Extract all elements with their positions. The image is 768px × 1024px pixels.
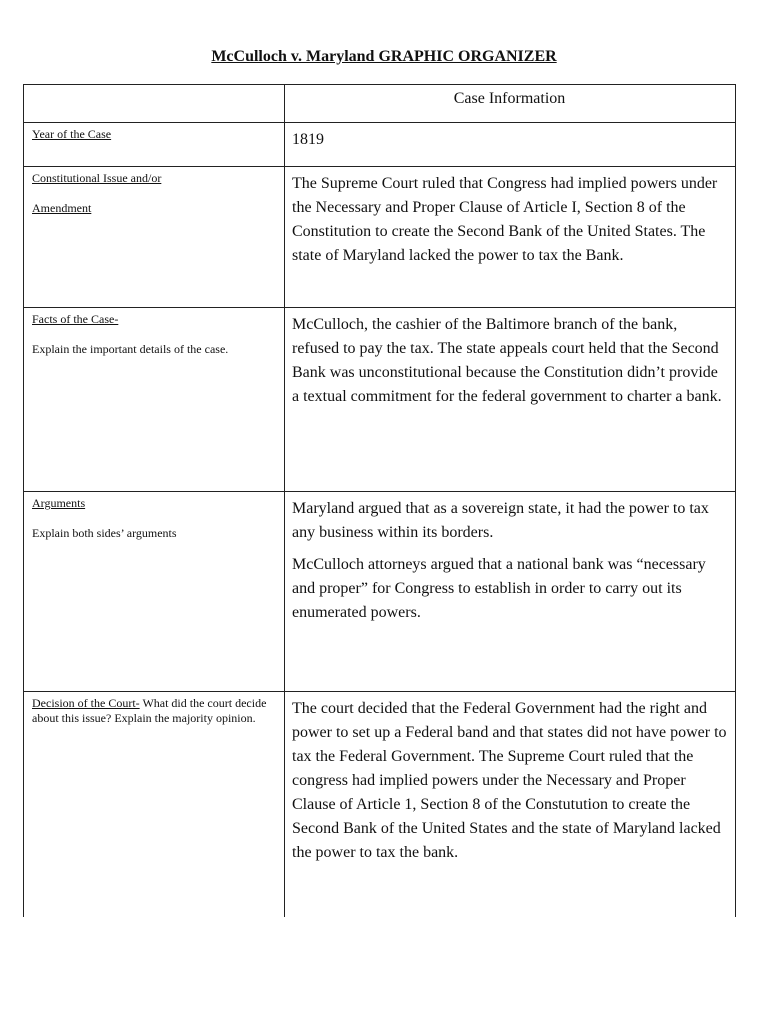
decision-label: Decision of the Court- — [32, 696, 140, 710]
arguments-prompt: Explain both sides’ arguments — [32, 526, 177, 540]
table-row-year — [24, 123, 736, 167]
graphic-organizer-table — [23, 84, 736, 917]
arguments-value-maryland: Maryland argued that as a sovereign state, it had the power to tax any business within its borders. — [292, 500, 709, 541]
decision-value: The court decided that the Federal Government had the right and power to set up a Federal band and that states did not have power to tax the Federal Government. The Supreme Court ruled that the congress had implied powers under the Necessary and Proper Clause of Article 1, Section 8 of the Constutution to create the Second Bank of the United States and the state of Maryland lacked the power to tax the bank. — [292, 700, 727, 861]
table-row-issue — [24, 167, 736, 308]
table-row-decision — [24, 692, 736, 918]
header-right-cell: Case Information — [285, 85, 736, 123]
decision-prompt: What did the court decide about this issue? Explain the majority opinion. — [32, 696, 267, 725]
issue-label-line1: Constitutional Issue and/or — [32, 171, 162, 185]
facts-label: Facts of the Case- — [32, 312, 119, 326]
page-title: McCulloch v. Maryland GRAPHIC ORGANIZER — [211, 48, 557, 65]
table-row-arguments — [24, 492, 736, 692]
issue-value: The Supreme Court ruled that Congress had implied powers under the Necessary and Proper Clause of Article I, Section 8 of the Constitution to create the Second Bank of the United States. The state of Maryland lacked the power to tax the Bank. — [292, 175, 718, 264]
arguments-value-mcculloch: McCulloch attorneys argued that a national bank was “necessary and proper” for Congress to establish in order to carry out its enumerated powers. — [292, 556, 706, 621]
facts-value: McCulloch, the cashier of the Baltimore branch of the bank, refused to pay the tax. The state appeals court held that the Second Bank was unconstitutional because the Constitution didn’t provide a textual commitment for the federal government to charter a bank. — [292, 316, 722, 405]
arguments-label: Arguments — [32, 496, 86, 510]
table-header-row — [24, 85, 736, 123]
year-value: 1819 — [292, 131, 324, 148]
year-label: Year of the Case — [32, 127, 112, 141]
issue-label-line2: Amendment — [32, 201, 92, 215]
header-left-cell — [24, 85, 285, 123]
table-row-facts — [24, 308, 736, 492]
facts-prompt: Explain the important details of the case. — [32, 342, 229, 356]
